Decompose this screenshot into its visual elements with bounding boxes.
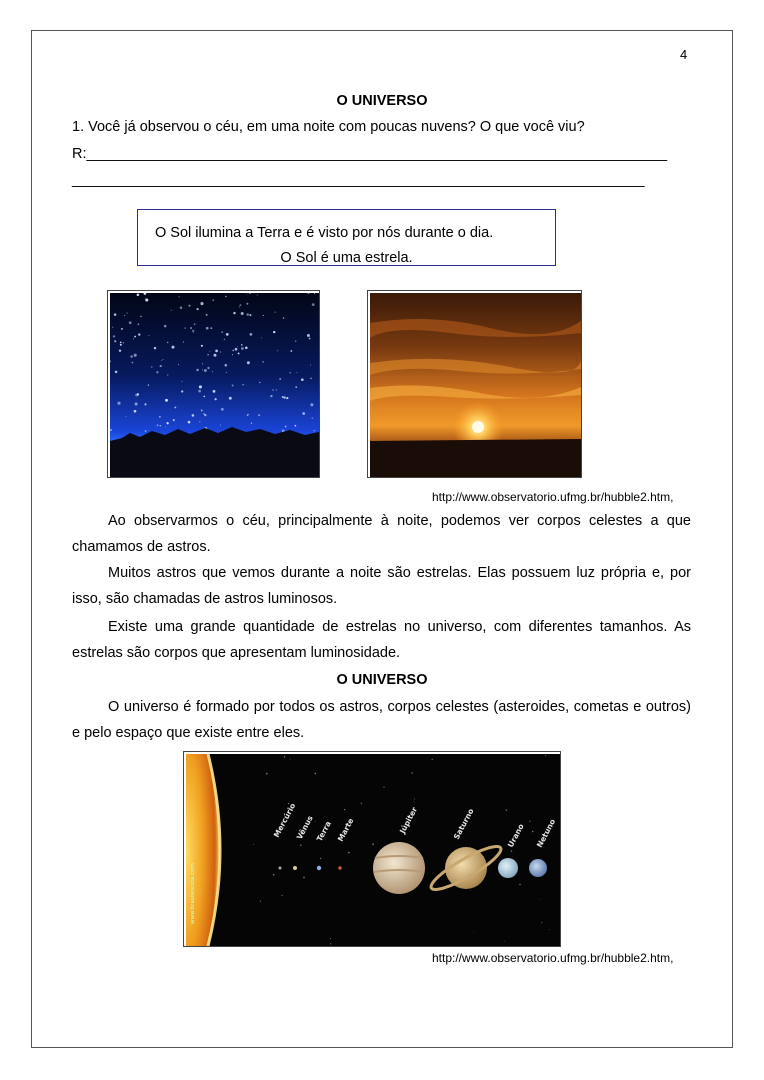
label-jupiter: Júpiter: [397, 805, 420, 835]
label-venus: Vênus: [294, 814, 315, 841]
sunset-picture: [370, 293, 581, 477]
paragraph-1: Ao observarmos o céu, principalmente à noite, podemos ver corpos celestes a que chamamos de astros.: [72, 513, 691, 555]
label-saturn: Saturno: [451, 807, 476, 841]
paragraph-4: O universo é formado por todos os astros, corpos celestes (asteroides, cometas e outros) e pelo espaço que existe entre eles.: [72, 699, 691, 741]
answer-line-2: [72, 172, 645, 188]
image-credit-1: http://www.observatorio.ufmg.br/hubble2.htm,: [432, 490, 674, 504]
solar-system-picture: [186, 754, 560, 946]
solar-system-image: [183, 751, 561, 947]
section-title: O UNIVERSO: [336, 93, 428, 109]
answer-prefix: R:: [72, 146, 87, 162]
night-sky-image: [107, 290, 320, 478]
note-line-2: O Sol é uma estrela.: [280, 250, 413, 266]
label-mars: Marte: [335, 816, 356, 843]
question-1: 1. Você já observou o céu, em uma noite com poucas nuvens? O que você viu?: [72, 119, 585, 135]
page-number: 4: [680, 47, 688, 62]
label-mercury: Mercúrio: [271, 801, 298, 839]
answer-blank-2: _______________________________________________________________________: [72, 172, 645, 188]
label-earth: Terra: [314, 819, 333, 843]
watermark: www.brasilescola.com: [190, 863, 196, 924]
sunset-image: [367, 290, 582, 478]
night-sky-picture: [110, 293, 319, 477]
image-credit-2: http://www.observatorio.ufmg.br/hubble2.htm,: [432, 951, 674, 965]
note-line-1: O Sol ilumina a Terra e é visto por nós durante o dia.: [155, 225, 494, 241]
answer-line-1: [72, 146, 667, 162]
section-title-2: O UNIVERSO: [336, 672, 428, 688]
answer-blank-1: ________________________________________________________________________: [86, 146, 668, 162]
label-uranus: Urano: [505, 822, 526, 849]
paragraph-3: Existe uma grande quantidade de estrelas no universo, com diferentes tamanhos. As estrelas são corpos que apresentam luminosidade.: [72, 619, 691, 661]
paragraph-2: Muitos astros que vemos durante a noite são estrelas. Elas possuem luz própria e, por isso, são chamadas de astros luminosos.: [72, 565, 691, 607]
label-neptune: Netuno: [534, 817, 558, 849]
note-box: [137, 209, 556, 266]
